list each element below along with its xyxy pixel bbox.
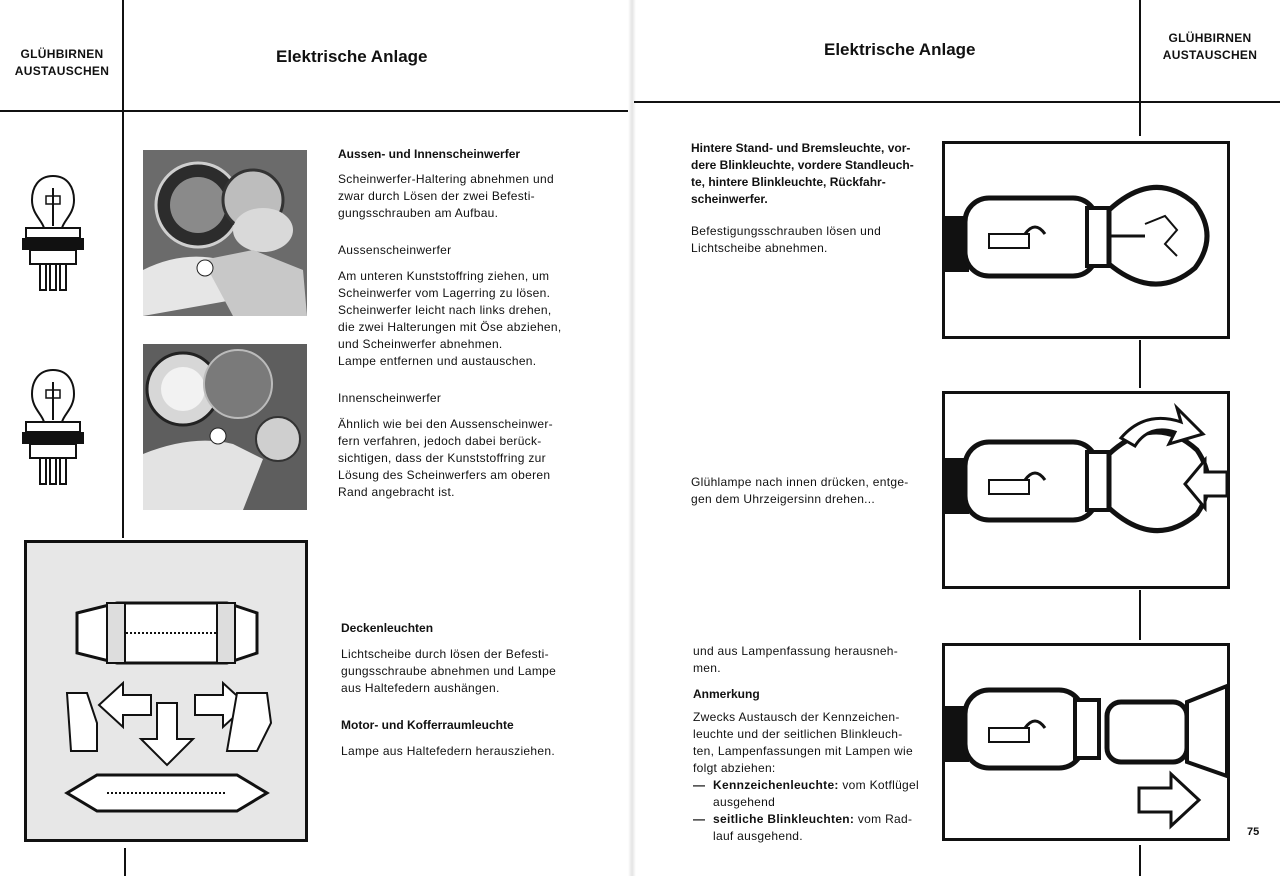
bulb-h4-icon xyxy=(18,170,88,300)
text-line: Ähnlich wie bei den Aussenscheinwer- xyxy=(338,417,553,431)
list-item xyxy=(693,777,929,794)
note-title: Anmerkung xyxy=(693,687,760,701)
text-line: aus Haltefedern aushängen. xyxy=(341,681,500,695)
list-item-text: vom Kotflügel xyxy=(838,778,919,792)
text-line: Befestigungsschrauben lösen und xyxy=(691,224,882,238)
text-line: Lichtscheibe abnehmen. xyxy=(691,241,828,255)
text-line: Lösung des Scheinwerfers am oberen xyxy=(338,468,551,482)
festoon-bulb-diagram xyxy=(24,540,308,842)
text-line: fern verfahren, jedoch dabei berück- xyxy=(338,434,542,448)
text-line: dere Blinkleuchte, vordere Standleuch- xyxy=(691,158,914,172)
push-turn-text xyxy=(691,474,927,508)
note-text xyxy=(693,709,929,777)
headlamps-intro xyxy=(338,171,576,222)
left-margin-rule-bottom xyxy=(124,848,126,876)
right-page xyxy=(634,0,1280,876)
text-line: gungsschraube abnehmen und Lampe xyxy=(341,664,557,678)
text-line: men. xyxy=(693,661,721,675)
right-header-rule xyxy=(634,101,1280,103)
text-line: Am unteren Kunststoffring ziehen, um xyxy=(338,269,550,283)
text-line: und Scheinwerfer abnehmen. xyxy=(338,337,503,351)
inner-headlamp-text xyxy=(338,416,576,501)
text-line: und aus Lampenfassung herausneh- xyxy=(693,644,899,658)
left-page-title: Elektrische Anlage xyxy=(276,47,428,66)
right-margin-rule xyxy=(1139,340,1141,388)
text-line: te, hintere Blinkleuchte, Rückfahr- xyxy=(691,175,886,189)
list-item-term: Kennzeichenleuchte: xyxy=(713,778,839,792)
text-line: Lampe entfernen und austauschen. xyxy=(338,354,537,368)
list-item-continuation: ausgehend xyxy=(713,795,776,809)
left-page xyxy=(0,0,630,876)
list-item-term: seitliche Blinkleuchten: xyxy=(713,812,855,826)
right-margin-rule xyxy=(1139,845,1141,876)
text-line: sichtigen, dass der Kunststoffring zur xyxy=(338,451,546,465)
text-line: die zwei Halterungen mit Öse abziehen, xyxy=(338,320,562,334)
list-item-continuation: lauf ausgehend. xyxy=(713,829,803,843)
list-item xyxy=(693,811,929,828)
right-margin-rule xyxy=(1139,0,1141,136)
rear-lamp-text xyxy=(691,223,927,257)
text-line: Glühlampe nach innen drücken, entge- xyxy=(691,475,909,489)
text-line: leuchte und der seitlichen Blinkleuch- xyxy=(693,727,903,741)
right-page-title: Elektrische Anlage xyxy=(824,40,976,59)
text-line: gungsschrauben am Aufbau. xyxy=(338,206,499,220)
note-list xyxy=(693,777,929,845)
dash-bullet: — xyxy=(693,778,706,792)
text-line: Lichtscheibe durch lösen der Befesti- xyxy=(341,647,549,661)
headlamps-title: Aussen- und Innenscheinwerfer xyxy=(338,147,521,161)
rear-lamp-section xyxy=(691,140,927,257)
text-line: folgt abziehen: xyxy=(693,761,776,775)
remove-section xyxy=(693,643,929,845)
headlamps-section xyxy=(338,146,576,501)
ceiling-text xyxy=(341,646,579,697)
left-header-rule xyxy=(0,110,630,112)
engine-text xyxy=(341,743,579,760)
ceiling-title: Deckenleuchten xyxy=(341,621,434,635)
list-item-text: vom Rad- xyxy=(854,812,913,826)
text-line: Lampe aus Haltefedern herausziehen. xyxy=(341,744,555,758)
right-margin-rule xyxy=(1139,590,1141,640)
text-line: Scheinwerfer leicht nach links drehen, xyxy=(338,303,552,317)
outer-headlamp-photo xyxy=(143,150,307,316)
inner-headlamp-title: Innenscheinwerfer xyxy=(338,391,442,405)
remove-text xyxy=(693,643,929,677)
text-line: Scheinwerfer vom Lagerring zu lösen. xyxy=(338,286,551,300)
press-and-turn-diagram xyxy=(942,391,1230,589)
text-line: scheinwerfer. xyxy=(691,192,768,206)
ceiling-section xyxy=(341,620,579,760)
outer-headlamp-title: Aussenscheinwerfer xyxy=(338,243,452,257)
right-section-tab: GLÜHBIRNEN AUSTAUSCHEN xyxy=(1162,31,1258,62)
dash-bullet: — xyxy=(693,812,706,826)
bulb-in-socket-diagram xyxy=(942,141,1230,339)
page-number: 75 xyxy=(1247,826,1260,838)
text-line: Scheinwerfer-Haltering abnehmen und xyxy=(338,172,554,186)
rear-lamp-title xyxy=(691,140,927,208)
text-line: Zwecks Austausch der Kennzeichen- xyxy=(693,710,900,724)
engine-title: Motor- und Kofferraumleuchte xyxy=(341,718,514,732)
left-section-tab: GLÜHBIRNEN AUSTAUSCHEN xyxy=(14,47,110,78)
text-line: zwar durch Lösen der zwei Befesti- xyxy=(338,189,535,203)
inner-headlamp-photo xyxy=(143,344,307,510)
bulb-h4-icon xyxy=(18,364,88,494)
outer-headlamp-text xyxy=(338,268,576,370)
text-line: ten, Lampenfassungen mit Lampen wie xyxy=(693,744,913,758)
text-line: Rand angebracht ist. xyxy=(338,485,455,499)
left-margin-rule xyxy=(122,0,124,538)
pull-out-bulb-diagram xyxy=(942,643,1230,841)
text-line: gen dem Uhrzeigersinn drehen... xyxy=(691,492,876,506)
text-line: Hintere Stand- und Bremsleuchte, vor- xyxy=(691,141,911,155)
